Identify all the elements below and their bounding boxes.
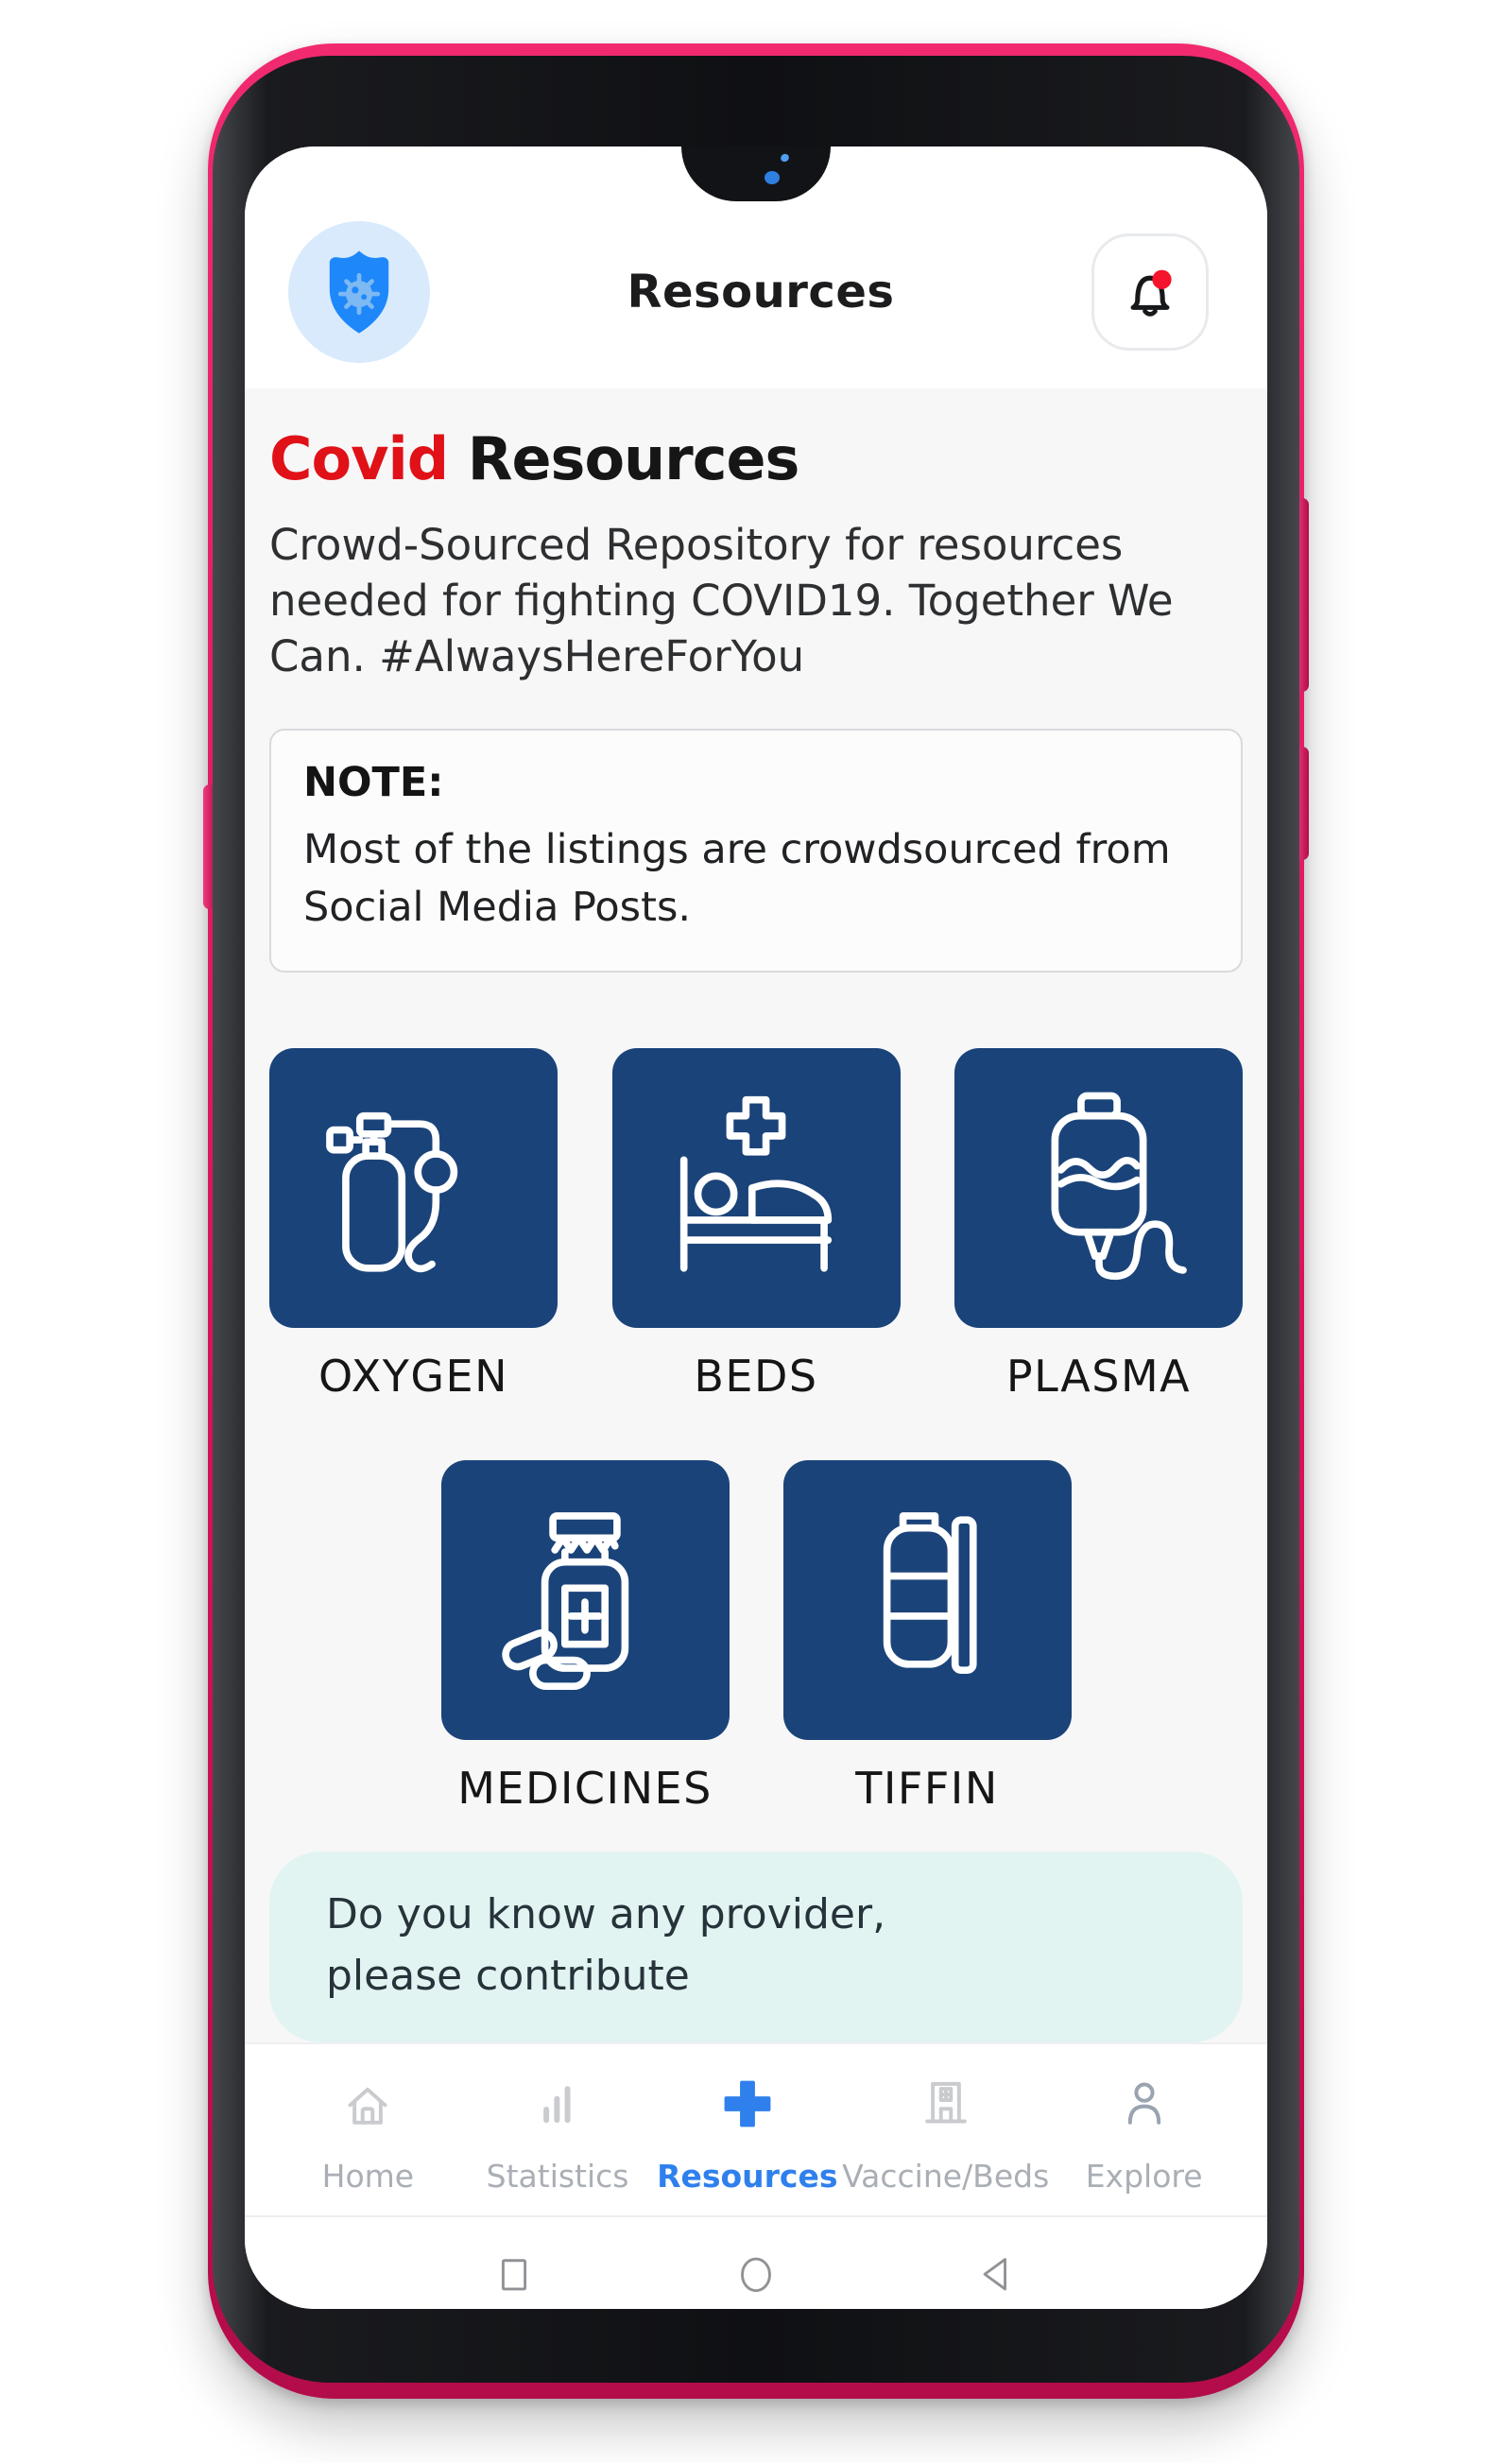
- note-box: [269, 729, 1243, 973]
- phone-mockup: [208, 43, 1304, 2399]
- beds-label: BEDS: [694, 1350, 818, 1402]
- contribute-banner[interactable]: [269, 1852, 1243, 2042]
- resource-medicines[interactable]: [441, 1460, 730, 1814]
- back-triangle-icon[interactable]: [971, 2248, 1025, 2303]
- phone-screen: [245, 146, 1267, 2309]
- bar-chart-icon: [526, 2073, 589, 2135]
- medicine-bottle-icon: [485, 1500, 685, 1700]
- oxygen-cylinder-icon: [314, 1088, 514, 1288]
- home-circle-icon[interactable]: [729, 2248, 783, 2303]
- resource-grid-row-1: [269, 1048, 1243, 1402]
- bottom-navigation: [245, 2042, 1267, 2215]
- nav-label-explore: Explore: [1085, 2158, 1203, 2196]
- contribute-banner-line1: Do you know any provider,: [326, 1889, 886, 1938]
- plasma-tile[interactable]: [954, 1048, 1243, 1328]
- plasma-label: PLASMA: [1005, 1350, 1192, 1402]
- home-icon: [336, 2073, 399, 2135]
- nav-item-vaccine-beds[interactable]: [842, 2073, 1049, 2195]
- contribute-banner-line2: please contribute: [326, 1952, 690, 2001]
- notification-badge: [1152, 270, 1171, 289]
- beds-tile[interactable]: [612, 1048, 901, 1328]
- note-label: NOTE:: [303, 758, 444, 806]
- recents-square-icon[interactable]: [487, 2248, 541, 2303]
- tiffin-tile[interactable]: [783, 1460, 1072, 1740]
- resource-beds[interactable]: [612, 1048, 901, 1402]
- notifications-button[interactable]: [1091, 233, 1209, 351]
- plus-icon: [716, 2073, 779, 2135]
- person-icon: [1113, 2073, 1176, 2135]
- hero-subtitle: Crowd-Sourced Repository for resources needed for fighting COVID19. Together We Can. #AlwaysHereForYou: [269, 520, 1174, 681]
- tiffin-label: TIFFIN: [855, 1762, 999, 1814]
- oxygen-label: OXYGEN: [318, 1350, 508, 1402]
- hero-title: [269, 424, 1243, 493]
- nav-label-vaccine-beds: Vaccine/Beds: [842, 2158, 1050, 2196]
- app-logo: [288, 221, 430, 363]
- hero-title-accent: Covid: [269, 424, 449, 493]
- resource-tiffin[interactable]: [783, 1460, 1072, 1814]
- camera-glint-icon: [780, 152, 791, 163]
- nav-label-home: Home: [321, 2158, 415, 2196]
- nav-label-statistics: Statistics: [486, 2158, 629, 2196]
- resource-grid-row-2: [269, 1460, 1243, 1814]
- hospital-building-icon: [915, 2073, 977, 2135]
- front-camera-icon: [765, 171, 780, 184]
- page-title: Resources: [627, 266, 895, 319]
- nav-item-statistics[interactable]: [463, 2073, 653, 2195]
- nav-item-resources[interactable]: [652, 2073, 842, 2195]
- resources-page: [245, 388, 1267, 2042]
- android-navigation-bar: [245, 2215, 1267, 2309]
- oxygen-tile[interactable]: [269, 1048, 558, 1328]
- nav-label-resources: Resources: [657, 2158, 838, 2196]
- plasma-bag-icon: [999, 1088, 1199, 1288]
- nav-item-explore[interactable]: [1049, 2073, 1239, 2195]
- resource-oxygen[interactable]: [269, 1048, 558, 1402]
- nav-item-home[interactable]: [273, 2073, 463, 2195]
- medicines-label: MEDICINES: [457, 1762, 713, 1814]
- medicines-tile[interactable]: [441, 1460, 730, 1740]
- covid-shield-icon: [310, 239, 408, 345]
- tiffin-box-icon: [827, 1500, 1027, 1700]
- hero-title-rest: Resources: [467, 424, 799, 493]
- hospital-bed-icon: [656, 1088, 856, 1288]
- phone-bezel: [213, 56, 1299, 2383]
- bell-icon: [1113, 255, 1187, 329]
- note-text: Most of the listings are crowdsourced from Social Media Posts.: [303, 825, 1171, 931]
- resource-plasma[interactable]: [954, 1048, 1243, 1402]
